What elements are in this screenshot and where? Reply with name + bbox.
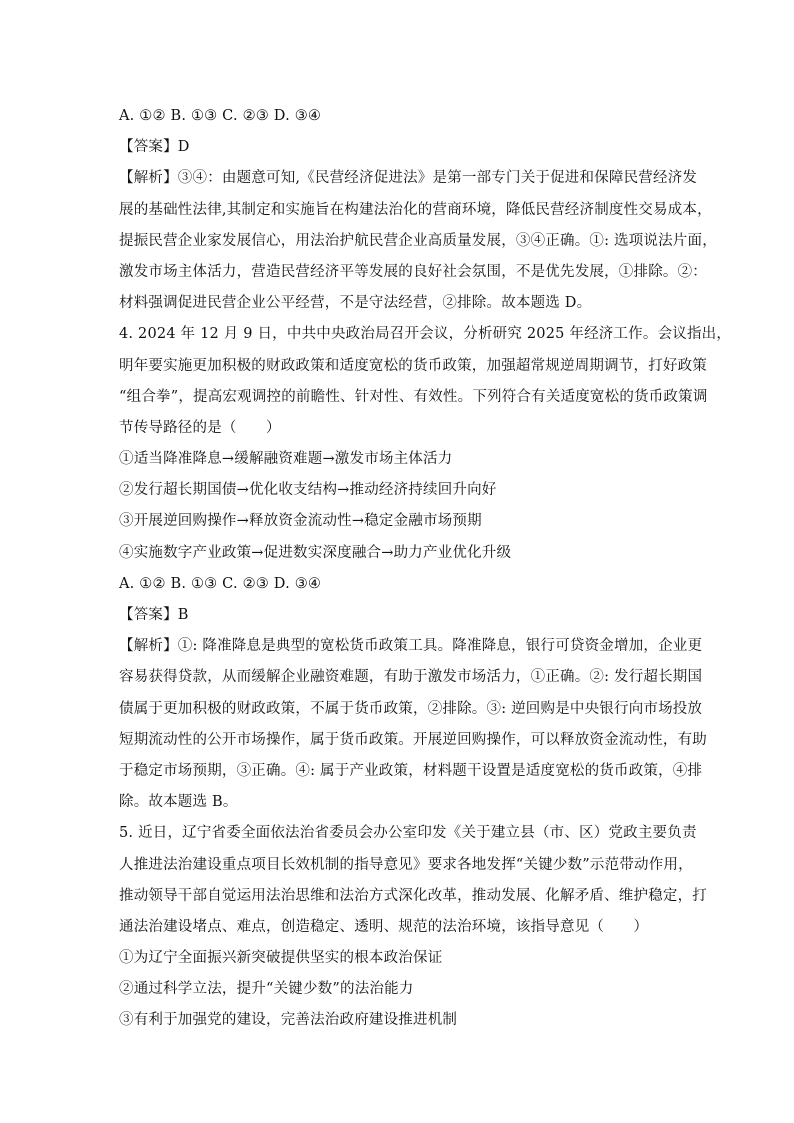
q4-analysis-line-4: 短期流动性的公开市场操作，属于货币政策。开展逆回购操作，可以释放资金流动性，有助	[119, 731, 707, 748]
q4-analysis-line-5: 于稳定市场预期，③正确。④: 属于产业政策，材料题干设置是适度宽松的货币政策，④排	[119, 762, 703, 779]
q4-stem-line-1: 4. 2024 年 12 月 9 日，中共中央政治局召开会议，分析研究 2025 年经济工作。会议指出，	[119, 326, 732, 343]
q4-analysis-line-1: 【解析】①: 降准降息是典型的宽松货币政策工具。降准降息，银行可贷资金增加，企业更	[119, 638, 703, 655]
q5-stem-line-2: 人推进法治建设重点项目长效机制的指导意见》要求各地发挥“关键少数”示范带动作用，	[119, 856, 693, 873]
q4-item-2: ②发行超长期国债→优化收支结构→推动经济持续回升向好	[119, 482, 497, 499]
q3-analysis-line-2: 展的基础性法律,其制定和实施旨在构建法治化的营商环境，降低民营经济制度性交易成本，	[119, 201, 712, 218]
q4-item-3: ③开展逆回购操作→释放资金流动性→稳定金融市场预期	[119, 513, 482, 530]
q3-options: A. ①② B. ①③ C. ②③ D. ③④	[119, 108, 322, 124]
q3-answer: 【答案】D	[119, 139, 190, 156]
q4-options: A. ①② B. ①③ C. ②③ D. ③④	[119, 575, 322, 592]
q4-analysis-line-2: 容易获得贷款，从而缓解企业融资难题，有助于激发市场活力，①正确。②: 发行超长期国	[119, 669, 703, 686]
q5-stem-line-4: 通法治建设堵点、难点，创造稳定、透明、规范的法治环境，该指导意见（ ）	[119, 918, 649, 935]
q5-item-2: ②通过科学立法，提升“关键少数”的法治能力	[119, 981, 414, 998]
q5-item-3: ③有利于加强党的建设，完善法治政府建设推进机制	[119, 1012, 458, 1029]
q3-analysis-line-5: 材料强调促进民营企业公平经营，不是守法经营，②排除。故本题选 D。	[119, 295, 592, 312]
q4-analysis-line-3: 债属于更加积极的财政政策，不属于货币政策，②排除。③: 逆回购是中央银行向市场投放	[119, 700, 703, 717]
q4-item-4: ④实施数字产业政策→促进数实深度融合→助力产业优化升级	[119, 544, 512, 561]
q3-analysis-line-3: 提振民营企业家发展信心，用法治护航民营企业高质量发展，③④正确。①: 选项说法片面，	[119, 232, 717, 249]
q4-stem-line-3: “组合拳”，提高宏观调控的前瞻性、针对性、有效性。下列符合有关适度宽松的货币政策调	[119, 388, 708, 405]
q4-analysis-line-6: 除。故本题选 B。	[119, 794, 238, 811]
q5-stem-line-1: 5. 近日，辽宁省委全面依法治省委员会办公室印发《关于建立县（市、区）党政主要负责	[119, 825, 697, 842]
q4-answer: 【答案】B	[119, 607, 189, 623]
q3-analysis-line-1: 【解析】③④：由题意可知,《民营经济促进法》是第一部专门关于促进和保障民营经济发	[119, 170, 698, 187]
q4-stem-line-4: 节传导路径的是（ ）	[119, 419, 281, 436]
q3-analysis-line-4: 激发市场主体活力，营造民营经济平等发展的良好社会氛围，不是优先发展，①排除。②：	[119, 263, 707, 280]
q4-stem-line-2: 明年要实施更加积极的财政政策和适度宽松的货币政策，加强超常规逆周期调节，打好政策	[119, 357, 707, 374]
q5-item-1: ①为辽宁全面振兴新突破提供坚实的根本政治保证	[119, 950, 443, 967]
q4-item-1: ①适当降准降息→缓解融资难题→激发市场主体活力	[119, 451, 453, 468]
q5-stem-line-3: 推动领导干部自觉运用法治思维和法治方式深化改革，推动发展、化解矛盾、维护稳定，打	[119, 887, 707, 904]
